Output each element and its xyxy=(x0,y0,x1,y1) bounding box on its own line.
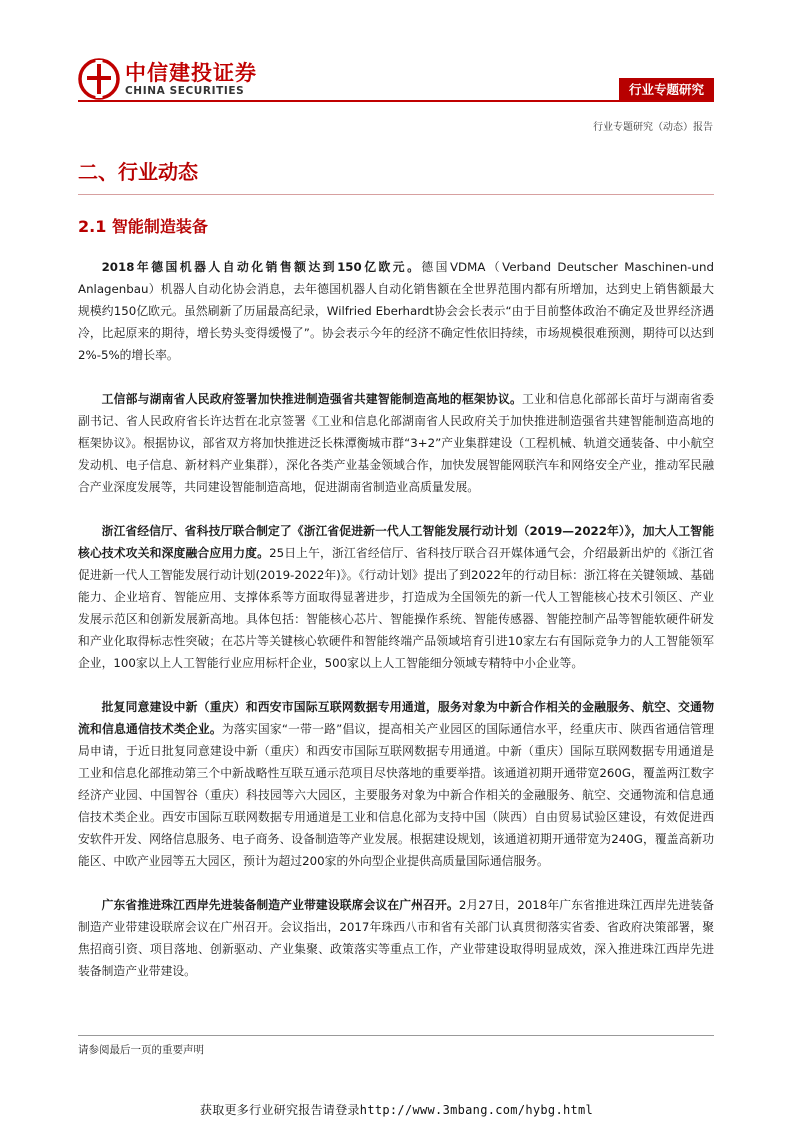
paragraph-3 xyxy=(78,520,714,674)
paragraph-lead: 批复同意建设中新（重庆）和西安市国际互联网数据专用通道，服务对象为中新合作相关的金融服务、航空、交通物流和信息通信技术类企业。 xyxy=(78,700,714,736)
logo-en-text: CHINA SECURITIES xyxy=(125,84,245,97)
company-logo xyxy=(78,58,257,100)
header-tag: 行业专题研究 xyxy=(619,78,714,102)
article-body xyxy=(78,256,714,1004)
subsection-title: 2.1 智能制造装备 xyxy=(78,217,208,236)
paragraph-text: 为落实国家“一带一路”倡议，提高相关产业园区的国际通信水平，经重庆市、陕西省通信管理局申请，于近日批复同意建设中新（重庆）和西安市国际互联网数据专用通道。中新（重庆）国际互联网数据专用通道是工业和信息化部推动第三个中新战略性互联互通示范项目尽快落地的重要举措。该通道初期开通带宽260G，覆盖两江数字经济产业园、中国智谷（重庆）科技园等六大园区，主要服务对象为中新合作相关的金融服务、航空、交通物流和信息通信技术类企业。西安市国际互联网数据专用通道是工业和信息化部为支持中国（陕西）自由贸易试验区建设，有效促进西安软件开发、网络信息服务、电子商务、设备制造等产业发展。根据建设规划，该通道初期开通带宽为240G，覆盖高新功能区、中欧产业园等五大园区，预计为超过200家的外向型企业提供高质量国际通信服务。 xyxy=(78,722,714,868)
paragraph-text: 德国VDMA（Verband Deutscher Maschinen-und Anlagenbau）机器人自动化协会消息，去年德国机器人自动化销售额在全世界范围内都有所增加，达到史上销售额最大规模约150亿欧元。虽然刷新了历届最高纪录，Wilfried Eberhardt协会会长表示“由于目前整体政治不确定及世界经济遇冷，比起原来的期待，增长势头变得缓慢了”。协会表示今年的经济不确定性依旧持续，市场规模很难预测，期待可以达到2%-5%的增长率。 xyxy=(78,260,714,362)
logo-cn-text: 中信建投证券 xyxy=(125,60,257,85)
paragraph-lead: 2018年德国机器人自动化销售额达到150亿欧元。 xyxy=(101,260,422,274)
paragraph-1 xyxy=(78,256,714,366)
section-title: 二、行业动态 xyxy=(78,160,198,184)
header-subtitle: 行业专题研究（动态）报告 xyxy=(593,122,713,133)
paragraph-text: 25日上午，浙江省经信厅、省科技厅联合召开媒体通气会，介绍最新出炉的《浙江省促进新一代人工智能发展行动计划(2019-2022年)》。《行动计划》提出了到2022年的行动目标：浙江将在关键领域、基础能力、企业培育、智能应用、支撑体系等方面取得显著进步，打造成为全国领先的新一代人工智能核心技术引领区、产业发展示范区和创新发展新高地。具体包括：智能核心芯片、智能操作系统、智能传感器、智能控制产品等智能软硬件研发和产业化取得标志性突破；在芯片等关键核心软硬件和智能终端产品领域培育引进10家左右有国际竞争力的人工智能领军企业，100家以上人工智能行业应用标杆企业，500家以上人工智能细分领域专精特中小企业等。 xyxy=(78,546,714,670)
footer-divider xyxy=(78,1035,714,1036)
paragraph-2 xyxy=(78,388,714,498)
disclaimer-note: 请参阅最后一页的重要声明 xyxy=(78,1044,204,1056)
paragraph-lead: 广东省推进珠江西岸先进装备制造产业带建设联席会议在广州召开。 xyxy=(101,898,459,912)
paragraph-lead: 工信部与湖南省人民政府签署加快推进制造强省共建智能制造高地的框架协议。 xyxy=(101,392,523,406)
paragraph-5 xyxy=(78,894,714,982)
paragraph-4 xyxy=(78,696,714,872)
paragraph-lead: 浙江省经信厅、省科技厅联合制定了《浙江省促进新一代人工智能发展行动计划（2019—2022年）》，加大人工智能核心技术攻关和深度融合应用力度。 xyxy=(78,524,714,560)
citic-logo-icon xyxy=(78,58,120,100)
paragraph-text: 2月27日，2018年广东省推进珠江西岸先进装备制造产业带建设联席会议在广州召开。会议指出，2017年珠西八市和省有关部门认真贯彻落实省委、省政府决策部署，聚焦招商引资、项目落地、创新驱动、产业集聚、政策落实等重点工作，产业带建设取得明显成效，深入推进珠江西岸先进装备制造产业带建设。 xyxy=(78,898,714,978)
more-reports-link[interactable]: 获取更多行业研究报告请登录http://www.3mbang.com/hybg.html xyxy=(199,1103,594,1117)
header-divider xyxy=(78,100,714,102)
paragraph-text: 工业和信息化部部长苗圩与湖南省委副书记、省人民政府省长许达哲在北京签署《工业和信息化部湖南省人民政府关于加快推进制造强省共建智能制造高地的框架协议》。根据协议，部省双方将加快推进泛长株潭衡城市群“3+2”产业集群建设（工程机械、轨道交通装备、中小航空发动机、电子信息、新材料产业集群），深化各类产业基金领域合作，加快发展智能网联汽车和网络安全产业，推动军民融合产业深度发展等，共同建设智能制造高地，促进湖南省制造业高质量发展。 xyxy=(78,392,714,494)
section-divider xyxy=(78,194,714,195)
